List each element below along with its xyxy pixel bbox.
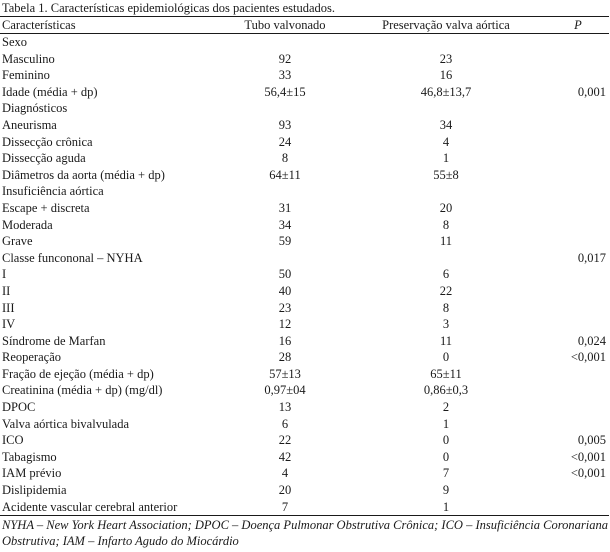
row-label: Fração de ejeção (média + dp) [2,366,154,381]
row-preservacao-value: 16 [439,68,453,83]
row-label: Moderada [2,217,53,232]
table-row [0,399,609,416]
table-row [0,51,609,68]
table-row [0,34,609,51]
row-label: DPOC [2,400,36,415]
header-p-value: P [574,18,582,32]
row-label: Feminino [2,68,50,83]
row-p-value: 0,001 [577,84,606,99]
header-tubo-valvonado: Tubo valvonado [244,18,326,32]
row-label: Creatinina (média + dp) (mg/dl) [2,383,163,398]
row-label: Acidente vascular cerebral anterior [2,499,178,514]
row-tubo-value: 20 [278,483,292,498]
row-label: IV [2,317,16,332]
row-label: I [2,267,7,282]
row-p-value: <0,001 [570,350,606,365]
row-preservacao-value: 4 [442,134,450,149]
row-tubo-value: 57±13 [269,366,301,381]
table-row [0,266,609,283]
row-preservacao-value: 0,86±0,3 [423,383,469,398]
table-row [0,449,609,466]
table-row [0,150,609,167]
row-preservacao-value: 20 [439,200,453,215]
row-label: III [2,300,15,315]
table-row [0,67,609,84]
row-preservacao-value: 23 [439,51,453,66]
row-tubo-value: 16 [278,333,292,348]
row-tubo-value: 22 [278,433,292,448]
row-preservacao-value: 46,8±13,7 [420,84,472,99]
row-tubo-value: 92 [278,51,292,66]
row-label: Idade (média + dp) [2,84,98,99]
row-tubo-value: 40 [278,283,292,298]
row-preservacao-value: 8 [442,217,450,232]
table-row [0,250,609,267]
row-tubo-value: 8 [281,151,289,166]
table-row [0,382,609,399]
row-tubo-value: 7 [281,499,289,514]
row-preservacao-value: 7 [442,466,450,481]
row-preservacao-value: 0 [442,433,450,448]
row-label: Síndrome de Marfan [2,333,106,348]
row-preservacao-value: 11 [439,333,453,348]
table-row [0,465,609,482]
row-tubo-value: 93 [278,117,292,132]
header-preservacao-valva: Preservação valva aórtica [382,18,510,32]
row-label: Diâmetros da aorta (média + dp) [2,167,165,182]
table-row [0,432,609,449]
row-tubo-value: 6 [281,416,289,431]
row-preservacao-value: 0 [442,350,450,365]
row-label: Masculino [2,51,55,66]
row-preservacao-value: 34 [439,117,453,132]
table-row [0,100,609,117]
table-row [0,233,609,250]
row-tubo-value: 28 [278,350,292,365]
table-row [0,482,609,499]
row-preservacao-value: 9 [442,483,450,498]
row-label: IAM prévio [2,466,62,481]
row-tubo-value: 42 [278,449,292,464]
table-row [0,117,609,134]
row-tubo-value: 23 [278,300,292,315]
row-label: Reoperação [2,350,61,365]
table-row [0,316,609,333]
row-label: Tabagismo [2,449,57,464]
row-tubo-value: 12 [278,317,292,332]
row-tubo-value: 4 [281,466,289,481]
row-tubo-value: 13 [278,400,292,415]
row-tubo-value: 56,4±15 [264,84,306,99]
table-body [0,34,609,516]
row-tubo-value: 59 [278,234,292,249]
row-label: Dissecção aguda [2,151,86,166]
row-preservacao-value: 8 [442,300,450,315]
row-p-value: 0,017 [577,250,606,265]
table-row [0,200,609,217]
row-label: Classe funcononal – NYHA [2,250,143,265]
row-p-value: <0,001 [570,449,606,464]
row-preservacao-value: 55±8 [433,167,459,182]
row-p-value: 0,005 [577,433,606,448]
row-label: Escape + discreta [2,200,90,215]
table-row [0,349,609,366]
table-row [0,366,609,383]
header-caracteristicas: Características [2,18,76,32]
table-row [0,300,609,317]
table-row [0,499,609,517]
table-row [0,283,609,300]
row-label: Sexo [2,35,27,49]
row-tubo-value: 31 [278,200,292,215]
row-preservacao-value: 0 [442,449,450,464]
row-preservacao-value: 1 [442,416,450,431]
row-preservacao-value: 22 [439,283,453,298]
row-preservacao-value: 6 [442,267,450,282]
row-preservacao-value: 11 [439,234,453,249]
row-label: Valva aórtica bivalvulada [2,416,130,431]
row-label: ICO [2,433,24,448]
row-p-value: 0,024 [577,333,606,348]
row-label: Diagnósticos [2,101,68,116]
table-caption: Tabela 1. Características epidemiológicas dos pacientes estudados. [2,1,336,15]
epidemiological-table [0,16,609,516]
row-label: II [2,283,11,298]
row-tubo-value: 64±11 [269,167,301,182]
row-tubo-value: 0,97±04 [264,383,306,398]
row-label: Dislipidemia [2,483,67,498]
row-tubo-value: 50 [278,267,292,282]
row-label: Aneurisma [2,117,57,132]
table-header-row [0,17,609,34]
row-label: Insuficiência aórtica [2,184,104,199]
table-footnote: NYHA – New York Heart Association; DPOC – Doença Pulmonar Obstrutiva Crônica; ICO – Insuficiência Coronariana Obstrutiva; IAM – Infarto Agudo do Miocárdio [2,518,608,548]
row-tubo-value: 34 [278,217,292,232]
row-tubo-value: 33 [278,68,292,83]
row-preservacao-value: 1 [442,499,450,514]
row-preservacao-value: 3 [442,317,450,332]
table-row [0,183,609,200]
table-row [0,167,609,184]
row-tubo-value: 24 [278,134,292,149]
row-label: Grave [2,234,33,249]
table-row [0,84,609,101]
row-label: Dissecção crônica [2,134,93,149]
table-row [0,134,609,151]
row-preservacao-value: 2 [442,400,450,415]
row-p-value: <0,001 [570,466,606,481]
table-row [0,416,609,433]
table-row [0,333,609,350]
row-preservacao-value: 1 [442,151,450,166]
row-preservacao-value: 65±11 [430,366,462,381]
table-row [0,217,609,234]
